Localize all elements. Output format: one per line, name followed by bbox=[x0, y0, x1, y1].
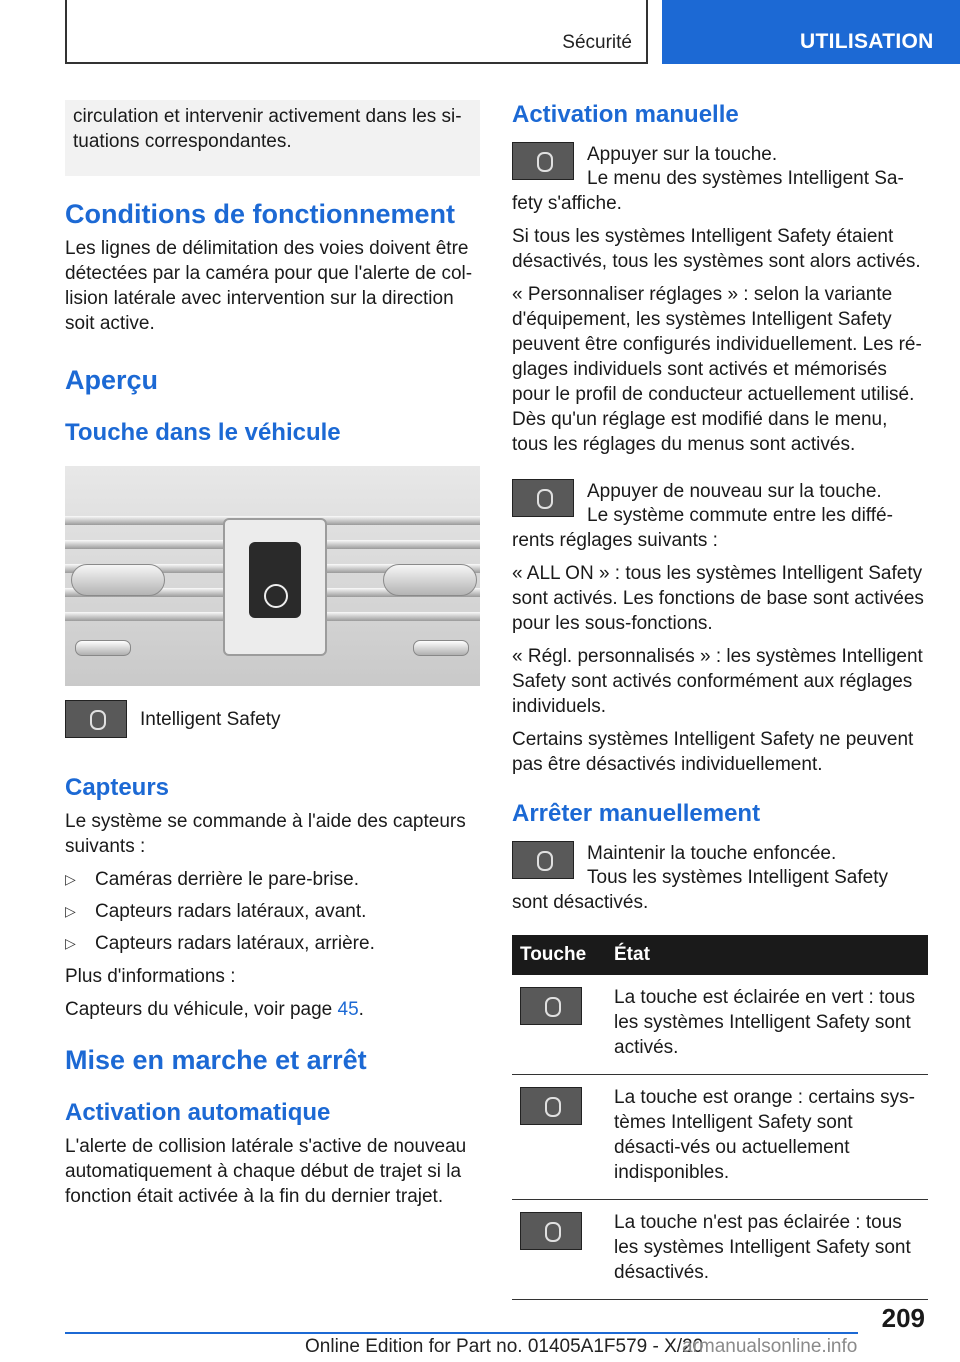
state-text: La touche est éclairée en vert : tous les systèmes Intelligent Safety sont activés. bbox=[606, 975, 928, 1075]
conditions-text: Les lignes de délimitation des voies doivent être détectées par la caméra pour que l'alerte de col-lision latérale avec intervention sur la direction soit active. bbox=[65, 238, 473, 334]
right-column bbox=[512, 100, 928, 1300]
press-key-text: Appuyer sur la touche. bbox=[587, 144, 778, 165]
button-panel bbox=[223, 518, 327, 656]
sensor-list bbox=[65, 867, 480, 956]
auto-activation-heading: Activation automatique bbox=[65, 1099, 331, 1126]
table-header-row bbox=[512, 935, 928, 975]
vent-knob-right bbox=[383, 564, 477, 596]
hold-key-text: Maintenir la touche enfoncée. bbox=[587, 843, 837, 864]
key-label: Intelligent Safety bbox=[140, 709, 281, 730]
key-status-table bbox=[512, 935, 928, 1300]
all-deactivated-text: Tous les systèmes Intelligent Safety sont désactivés. bbox=[512, 867, 888, 913]
key-legend bbox=[65, 700, 480, 749]
cannot-disable-text: Certains systèmes Intelligent Safety ne peuvent pas être désactivés individuellement. bbox=[512, 729, 914, 775]
all-off-text: Si tous les systèmes Intelligent Safety étaient désactivés, tous les systèmes sont alors activés. bbox=[512, 226, 921, 272]
intelligent-safety-key bbox=[249, 542, 301, 618]
table-row bbox=[512, 1075, 928, 1200]
key-instruction bbox=[512, 142, 928, 184]
footer-rule bbox=[65, 1332, 858, 1334]
intelligent-safety-key-icon bbox=[65, 700, 127, 738]
vehicle-button-photo bbox=[65, 466, 480, 686]
section-title: Sécurité bbox=[562, 32, 632, 53]
personal-settings-text: « Régl. personnalisés » : les systèmes Intelligent Safety sont activés conformément aux réglages individuels. bbox=[512, 646, 923, 717]
all-on-text: « ALL ON » : tous les systèmes Intelligent Safety sont activés. Les fonctions de base sont activées pour les sous-fonctions. bbox=[512, 563, 924, 634]
page-number: 209 bbox=[881, 1303, 925, 1333]
header-frame bbox=[65, 0, 648, 64]
light-slot-right bbox=[413, 640, 469, 656]
key-green-icon bbox=[520, 987, 582, 1025]
more-info-label: Plus d'informations : bbox=[65, 966, 236, 987]
left-column bbox=[65, 100, 480, 1217]
table-row bbox=[512, 975, 928, 1075]
intelligent-safety-key-icon bbox=[512, 479, 574, 517]
triangle-bullet-icon: ▷ bbox=[65, 903, 76, 919]
key-unlit-icon bbox=[520, 1212, 582, 1250]
key-instruction bbox=[512, 841, 928, 883]
key-orange-icon bbox=[520, 1087, 582, 1125]
intro-text: circulation et intervenir activement dans les si-tuations correspondantes. bbox=[73, 106, 462, 152]
state-text: La touche n'est pas éclairée : tous les systèmes Intelligent Safety sont désactivés. bbox=[606, 1200, 928, 1300]
intelligent-safety-key-icon bbox=[512, 142, 574, 180]
edition-text: Online Edition for Part no. 01405A1F579 - X/20 bbox=[305, 1336, 704, 1357]
table-row bbox=[512, 1200, 928, 1300]
column-header-state: État bbox=[606, 935, 928, 975]
watermark-text: armanualsonline.info bbox=[682, 1336, 858, 1357]
press-again-text: Appuyer de nouveau sur la touche. bbox=[587, 481, 882, 502]
manual-off-heading: Arrêter manuellement bbox=[512, 800, 761, 827]
page-reference: Capteurs du véhicule, voir page 45. bbox=[65, 999, 364, 1020]
sensors-heading: Capteurs bbox=[65, 774, 170, 801]
triangle-bullet-icon: ▷ bbox=[65, 935, 76, 951]
light-slot-left bbox=[75, 640, 131, 656]
list-item: ▷ Caméras derrière le pare-brise. bbox=[65, 869, 359, 890]
personalize-text: « Personnaliser réglages » : selon la variante d'équipement, les systèmes Intelligent Safety peuvent être configurés individuellement. Les ré-glages individuels sont activés et mémorisés pour le profil de conducteur actuellement utilisé. Dès qu'un réglage est modifié dans le menu, tous les réglages du menus sont activés. bbox=[512, 284, 922, 455]
onoff-heading: Mise en marche et arrêt bbox=[65, 1045, 367, 1075]
button-heading: Touche dans le véhicule bbox=[65, 419, 341, 446]
chapter-tab[interactable]: UTILISATION bbox=[662, 0, 960, 64]
triangle-bullet-icon: ▷ bbox=[65, 871, 76, 887]
manual-activation-heading: Activation manuelle bbox=[512, 101, 739, 128]
car-safety-icon bbox=[264, 584, 288, 608]
page-link[interactable]: 45 bbox=[337, 999, 359, 1020]
list-item: ▷ Capteurs radars latéraux, avant. bbox=[65, 901, 367, 922]
key-instruction bbox=[512, 479, 928, 521]
continued-note-box bbox=[65, 100, 480, 176]
state-text: La touche est orange : certains sys-tèmes Intelligent Safety sont désacti-vés ou actuellement indisponibles. bbox=[606, 1075, 928, 1200]
list-item: ▷ Capteurs radars latéraux, arrière. bbox=[65, 933, 375, 954]
column-header-key: Touche bbox=[512, 935, 606, 975]
vent-knob-left bbox=[71, 564, 165, 596]
intelligent-safety-key-icon bbox=[512, 841, 574, 879]
sensors-intro: Le système se commande à l'aide des capteurs suivants : bbox=[65, 811, 466, 857]
menu-shown-text: Le menu des systèmes Intelligent Sa-fety s'affiche. bbox=[512, 168, 904, 214]
conditions-heading: Conditions de fonctionnement bbox=[65, 199, 455, 229]
auto-activation-text: L'alerte de collision latérale s'active de nouveau automatiquement à chaque début de trajet si la fonction était activée à la fin du dernier trajet. bbox=[65, 1136, 467, 1207]
overview-heading: Aperçu bbox=[65, 365, 159, 395]
switch-text: Le système commute entre les diffé-rents réglages suivants : bbox=[512, 505, 893, 551]
